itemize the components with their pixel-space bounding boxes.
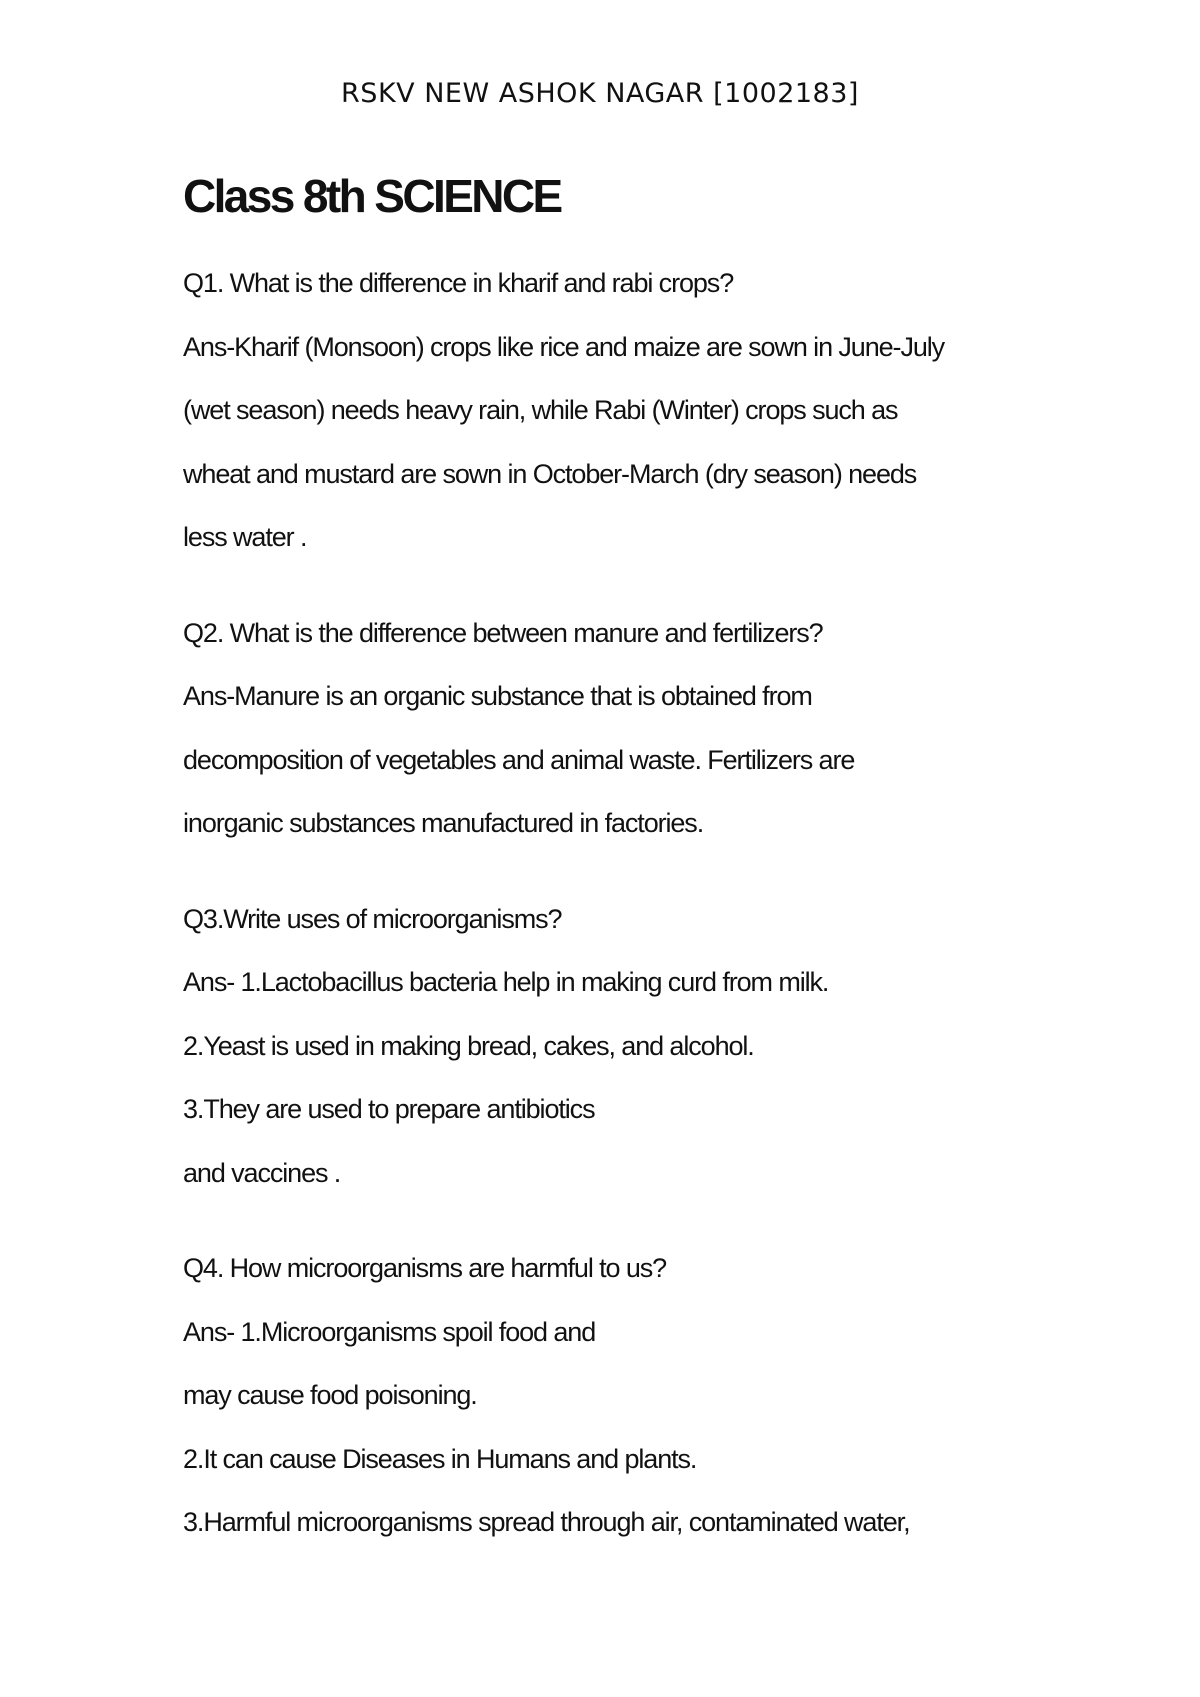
section-gap: [183, 856, 1043, 888]
answer-1-line-4: less water .: [183, 522, 307, 552]
page-title: Class 8th SCIENCE: [183, 170, 561, 222]
question-1-text: Q1. What is the difference in kharif and rabi crops?: [183, 268, 734, 298]
section-gap: [183, 1205, 1043, 1237]
question-block-3: [183, 888, 1043, 1206]
answer-3-line-4: and vaccines .: [183, 1157, 341, 1188]
answer-2-line-3: inorganic substances manufactured in factories.: [183, 808, 704, 838]
question-block-2: [183, 602, 1043, 856]
question-3-text: Q3.Write uses of microorganisms?: [183, 903, 562, 934]
answer-2-line-1: Ans-Manure is an organic substance that is obtained from: [183, 681, 812, 711]
answer-1-line-1: Ans-Kharif (Monsoon) crops like rice and maize are sown in June-July: [183, 331, 945, 362]
answer-3-line-3: 3.They are used to prepare antibiotics: [183, 1094, 595, 1124]
answer-4-line-1: Ans- 1.Microorganisms spoil food and: [183, 1316, 596, 1347]
answer-3-line-1: Ans- 1.Lactobacillus bacteria help in making curd from milk.: [183, 967, 829, 997]
question-2-text: Q2. What is the difference between manure and fertilizers?: [183, 617, 823, 648]
answer-3-line-2: 2.Yeast is used in making bread, cakes, and alcohol.: [183, 1030, 754, 1061]
question-block-1: [183, 252, 1043, 570]
answer-2-line-2: decomposition of vegetables and animal waste. Fertilizers are: [183, 744, 855, 775]
question-4-text: Q4. How microorganisms are harmful to us?: [183, 1253, 667, 1283]
answer-1-line-2: (wet season) needs heavy rain, while Rabi (Winter) crops such as: [183, 395, 898, 425]
answer-4-line-3: 2.It can cause Diseases in Humans and plants.: [183, 1443, 697, 1474]
school-header: RSKV NEW ASHOK NAGAR [1002183]: [341, 78, 859, 109]
document-body: [183, 168, 1043, 1555]
answer-4-line-4: 3.Harmful microorganisms spread through air, contaminated water,: [183, 1507, 910, 1537]
section-gap: [183, 570, 1043, 602]
answer-1-line-3: wheat and mustard are sown in October-March (dry season) needs: [183, 458, 917, 489]
answer-4-line-2: may cause food poisoning.: [183, 1380, 477, 1410]
question-block-4: [183, 1237, 1043, 1555]
